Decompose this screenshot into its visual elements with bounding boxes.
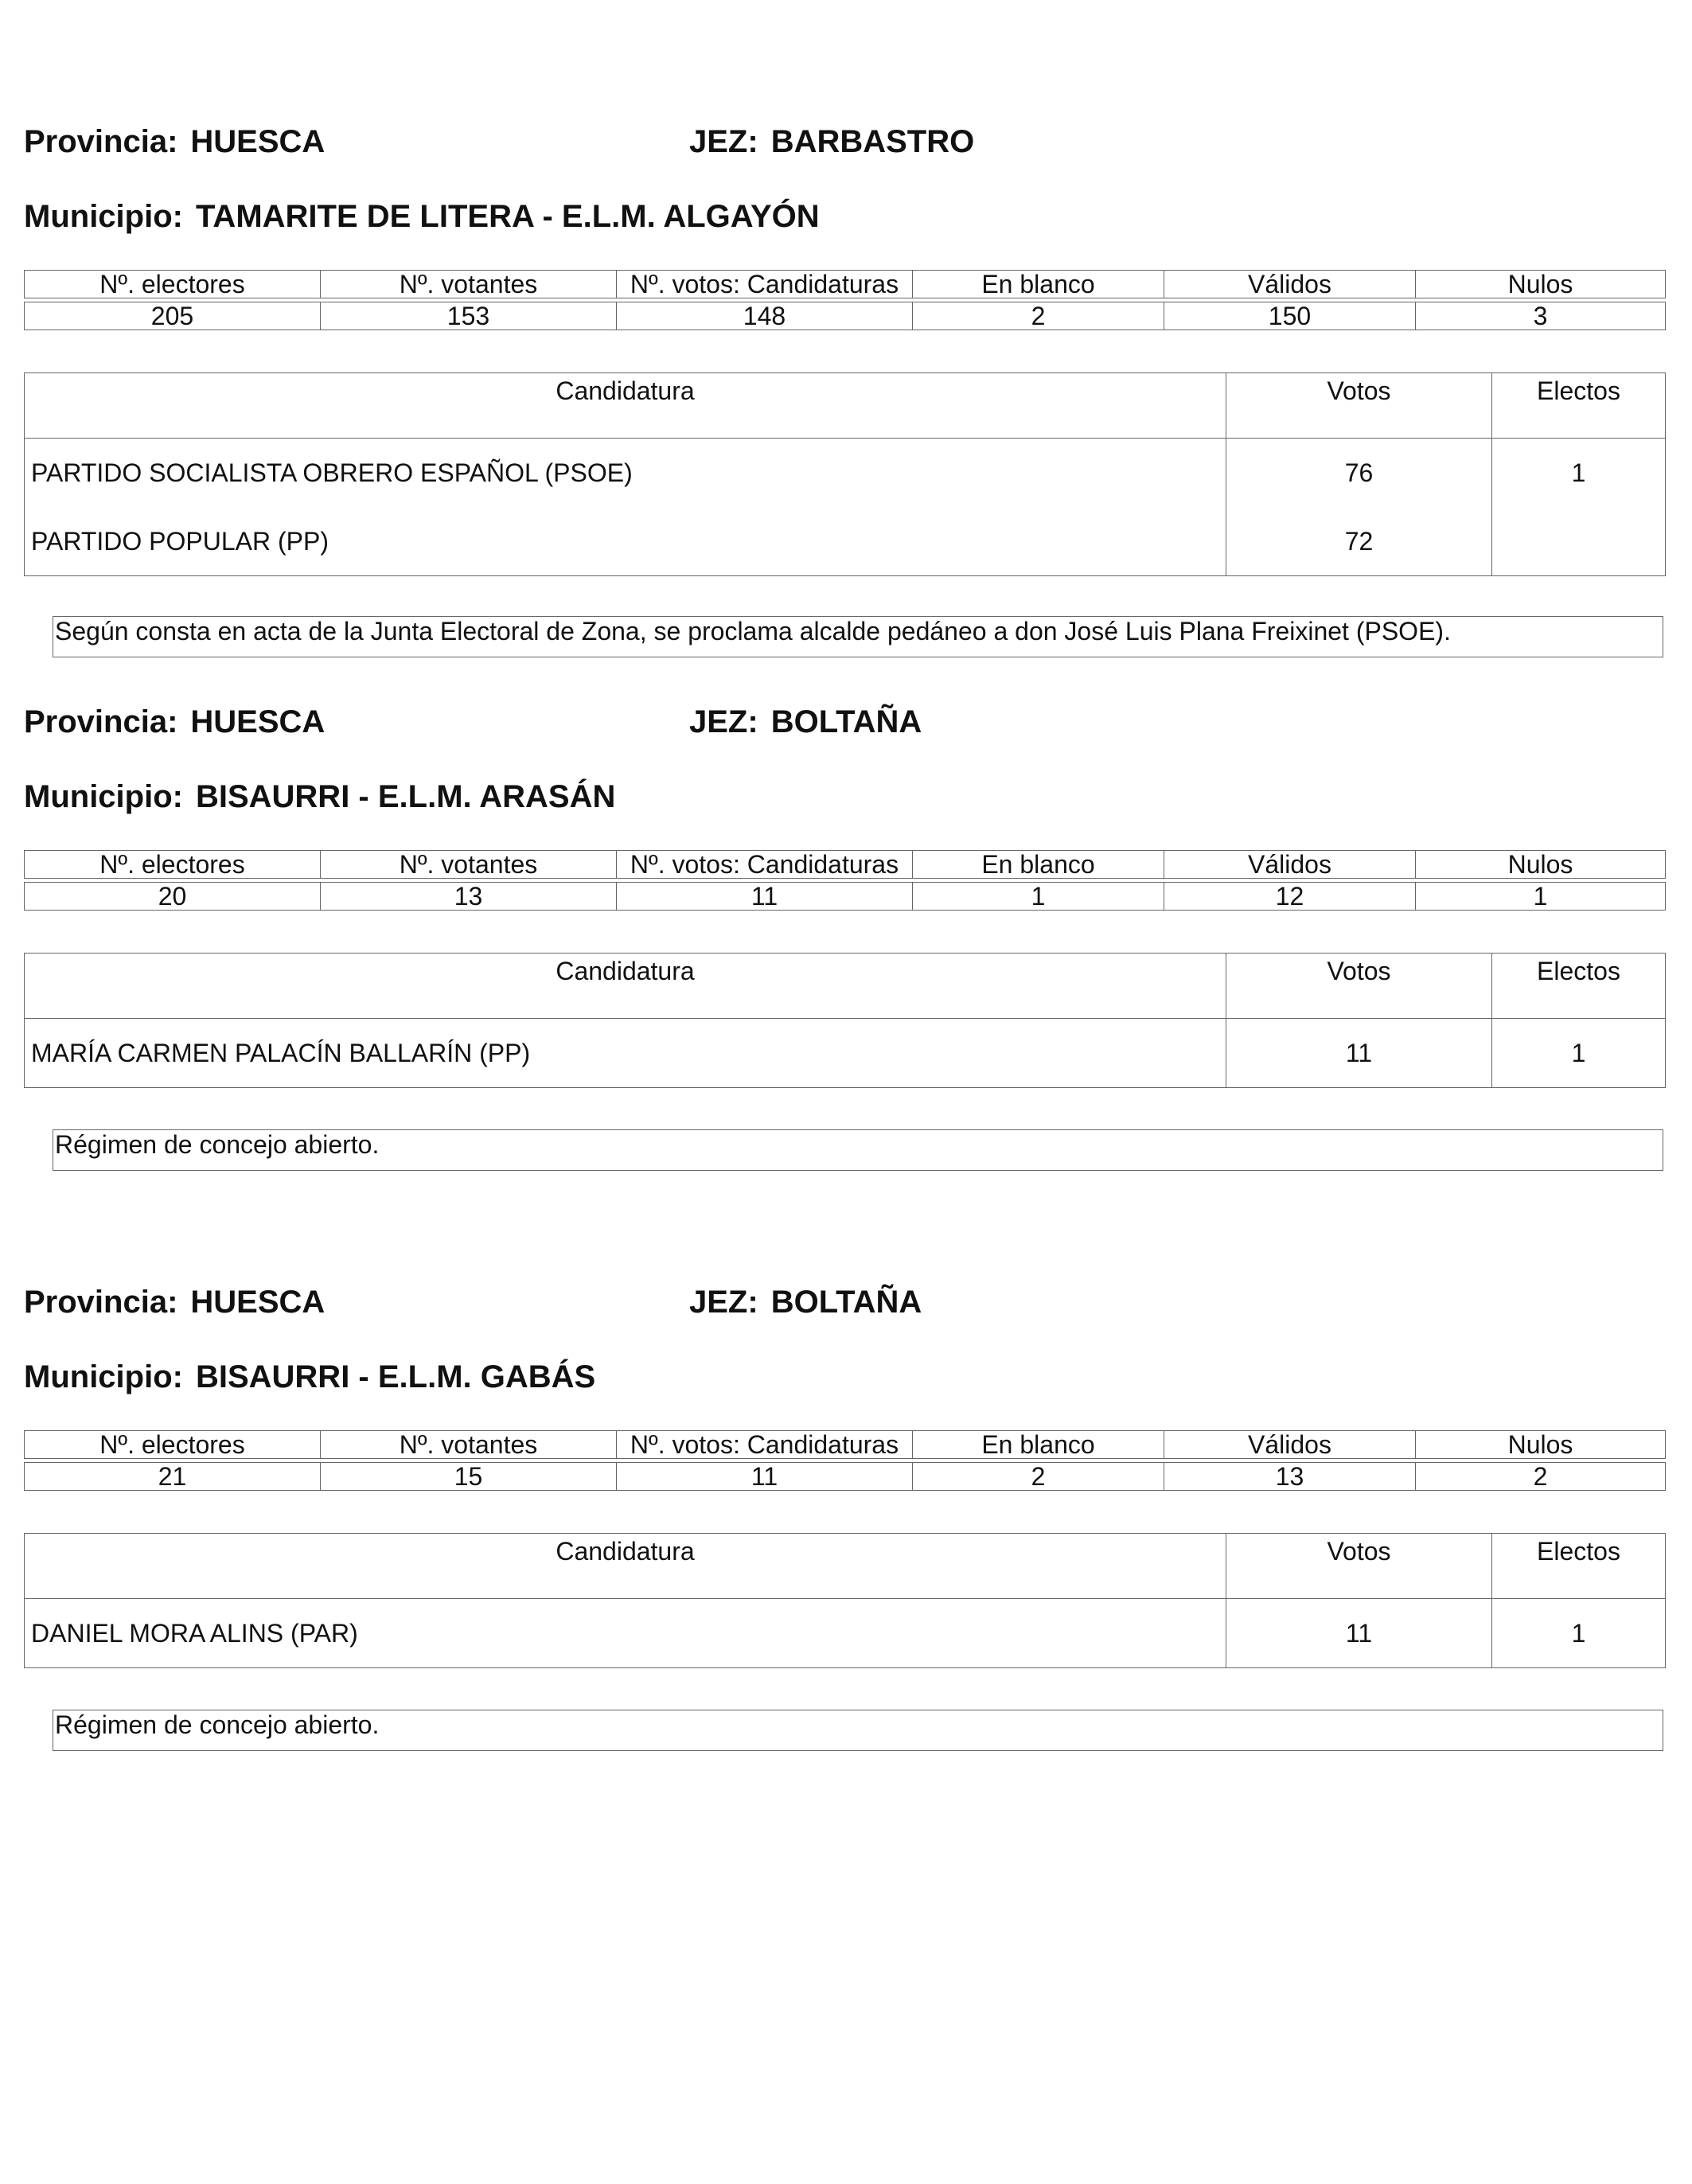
candidatura-header: Candidatura [25,954,1226,1019]
jez-value: BARBASTRO [770,124,975,159]
candidates-header-row [25,373,1666,439]
note-box: Según consta en acta de la Junta Electoral de Zona, se proclama alcalde pedáneo a don José Luis Plana Freixinet (PSOE). [53,616,1663,657]
stats-table [24,270,1666,330]
votos-header: Votos [1226,373,1492,439]
note-box: Régimen de concejo abierto. [53,1129,1663,1171]
candidates-header-row [25,954,1666,1019]
stats-header-row [25,851,1666,879]
election-block [0,580,1692,1161]
stats-value-cell: 11 [617,1463,913,1491]
stats-value-cell: 21 [25,1463,321,1491]
stats-header-cell: Válidos [1164,1431,1416,1459]
stats-header-cell: En blanco [913,851,1164,879]
candidates-table [24,1533,1666,1668]
candidate-elected [1492,507,1666,576]
stats-header-row [25,1431,1666,1459]
votos-header: Votos [1226,1534,1492,1599]
stats-value-cell: 2 [1416,1463,1666,1491]
stats-header-cell: Válidos [1164,271,1416,298]
candidate-name: DANIEL MORA ALINS (PAR) [25,1599,1226,1668]
municipio-heading: Municipio: BISAURRI - E.L.M. GABÁS [24,1359,596,1394]
stats-table [24,1430,1666,1491]
stats-value-cell: 2 [913,302,1164,330]
candidate-elected: 1 [1492,1019,1666,1088]
stats-header-cell: Nulos [1416,851,1666,879]
candidate-row [25,507,1666,576]
electos-header: Electos [1492,954,1666,1019]
election-block [0,1160,1692,1741]
municipio-heading: Municipio: TAMARITE DE LITERA - E.L.M. ALGAYÓN [24,199,820,234]
provincia-value: HUESCA [190,124,326,159]
candidate-votes: 76 [1226,439,1492,508]
stats-header-cell: En blanco [913,271,1164,298]
candidatura-header: Candidatura [25,1534,1226,1599]
stats-header-cell: Nº. electores [25,851,321,879]
electos-header: Electos [1492,373,1666,439]
candidate-name: PARTIDO POPULAR (PP) [25,507,1226,576]
note-box: Régimen de concejo abierto. [53,1710,1663,1751]
stats-value-cell: 2 [913,1463,1164,1491]
municipio-value: BISAURRI - E.L.M. GABÁS [195,1359,596,1394]
stats-value-cell: 12 [1164,883,1416,911]
candidate-row [25,1599,1666,1668]
stats-value-row [25,1463,1666,1491]
stats-header-cell: Nº. votos: Candidaturas [617,1431,913,1459]
stats-value-cell: 11 [617,883,913,911]
candidate-name: PARTIDO SOCIALISTA OBRERO ESPAÑOL (PSOE) [25,439,1226,508]
stats-header-cell: Nº. votantes [321,851,617,879]
candidate-votes: 11 [1226,1019,1492,1088]
stats-value-cell: 3 [1416,302,1666,330]
jez-value: BOLTAÑA [770,704,922,739]
votos-header: Votos [1226,954,1492,1019]
stats-header-cell: Nulos [1416,271,1666,298]
stats-value-row [25,883,1666,911]
provincia-heading: Provincia: HUESCA [24,1285,326,1320]
provincia-value: HUESCA [190,1285,326,1320]
stats-header-cell: En blanco [913,1431,1164,1459]
electos-header: Electos [1492,1534,1666,1599]
stats-header-cell: Nº. votos: Candidaturas [617,271,913,298]
candidate-votes: 11 [1226,1599,1492,1668]
candidate-row [25,439,1666,508]
candidates-header-row [25,1534,1666,1599]
stats-table [24,850,1666,911]
candidate-elected: 1 [1492,439,1666,508]
candidatura-header: Candidatura [25,373,1226,439]
candidates-table [24,953,1666,1088]
candidate-row [25,1019,1666,1088]
stats-header-row [25,271,1666,298]
stats-header-cell: Nulos [1416,1431,1666,1459]
stats-value-cell: 1 [913,883,1164,911]
election-block [0,0,1692,645]
jez-value: BOLTAÑA [770,1285,922,1320]
candidate-votes: 72 [1226,507,1492,576]
candidates-table [24,372,1666,576]
stats-value-cell: 1 [1416,883,1666,911]
provincia-value: HUESCA [190,704,326,739]
jez-heading: JEZ: BOLTAÑA [689,704,922,739]
stats-header-cell: Válidos [1164,851,1416,879]
municipio-value: BISAURRI - E.L.M. ARASÁN [195,779,616,814]
stats-header-cell: Nº. votantes [321,271,617,298]
provincia-heading: Provincia: HUESCA [24,124,326,159]
stats-value-row [25,302,1666,330]
provincia-heading: Provincia: HUESCA [24,704,326,739]
candidate-elected: 1 [1492,1599,1666,1668]
stats-value-cell: 153 [321,302,617,330]
stats-header-cell: Nº. votos: Candidaturas [617,851,913,879]
stats-header-cell: Nº. votantes [321,1431,617,1459]
jez-heading: JEZ: BARBASTRO [689,124,975,159]
stats-value-cell: 15 [321,1463,617,1491]
stats-value-cell: 150 [1164,302,1416,330]
jez-heading: JEZ: BOLTAÑA [689,1285,922,1320]
stats-value-cell: 205 [25,302,321,330]
stats-value-cell: 13 [1164,1463,1416,1491]
stats-value-cell: 148 [617,302,913,330]
stats-header-cell: Nº. electores [25,271,321,298]
stats-header-cell: Nº. electores [25,1431,321,1459]
candidate-name: MARÍA CARMEN PALACÍN BALLARÍN (PP) [25,1019,1226,1088]
stats-value-cell: 20 [25,883,321,911]
municipio-heading: Municipio: BISAURRI - E.L.M. ARASÁN [24,779,616,814]
municipio-value: TAMARITE DE LITERA - E.L.M. ALGAYÓN [195,199,820,234]
stats-value-cell: 13 [321,883,617,911]
